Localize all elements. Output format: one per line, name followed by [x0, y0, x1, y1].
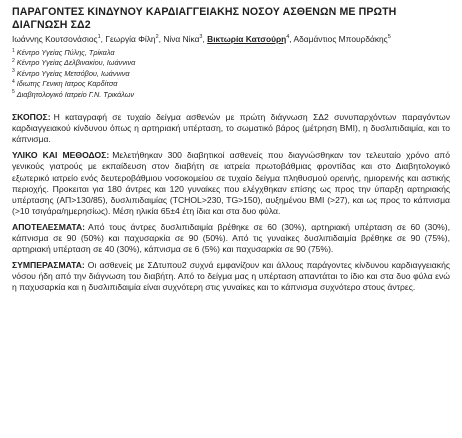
author-separator: ,: [289, 34, 294, 44]
affiliation-text: Ιδιωτης Γενικη Ιατρος Καρδίτσα: [16, 79, 118, 89]
affiliation-item: [12, 79, 450, 89]
section-text: Από τους άντρες δυσλιπιδαιμία βρέθηκε σε 60 (30%), αρτηριακή υπέρταση σε 60 (30%), κάπνισμα σε 90 (50%) και παχυσαρκία σε 90 (50%). Από τις γυναίκες δυσλιπιδαιμία βρέθηκε σε 90 (75%), αρτηριακή υπέρταση σε 40 (30%), κάπνισμα σε 6 (5%) και παχυσαρκία σε 90 (75%).: [12, 221, 450, 255]
affiliation-list: [12, 48, 450, 100]
affiliation-item: [12, 69, 450, 79]
author-1: [12, 34, 105, 44]
affiliation-number: 4: [12, 78, 15, 85]
section-results: [12, 222, 450, 255]
section-text: Η καταγραφή σε τυχαίο δείγμα ασθενών με πρώτη διάγνωση ΣΔ2 συνυπαρχόντων παραγόντων καρδιαγγειακού κίνδυνου όπως η αρτηριακή υπέρταση, το σωματικό βάρος (μέτρηση BMI), η δυσλιπιδαιμία, και το κάπνισμα.: [12, 112, 450, 145]
author-name: Ιωάννης Κουτσονάσιος: [12, 34, 98, 44]
author-affiliation-number: 5: [387, 34, 391, 41]
section-heading: ΑΠΟΤΕΛΕΣΜΑΤΑ:: [12, 221, 86, 232]
author-affiliation-number: 4: [286, 34, 290, 41]
author-affiliation-number: 3: [199, 34, 203, 41]
author-name: Γεωργία Φίλη: [105, 34, 156, 44]
abstract-title: [12, 6, 450, 31]
author-4-presenting: [207, 34, 293, 44]
affiliation-text: Κέντρο Υγείας Πύλης, Τρίκαλα: [16, 48, 115, 57]
author-name: Νίνα Νίκα: [163, 34, 200, 44]
title-line-1: ΠΑΡΑΓΟΝΤΕΣ ΚΙΝΔΥΝΟΥ ΚΑΡΔΙΑΓΓΕΙΑΚΗΣ ΝΟΣΟΥ ΑΣΘΕΝΩΝ ΜΕ ΠΡΩΤΗ: [12, 6, 397, 18]
affiliation-item: [12, 48, 450, 58]
author-separator: ,: [100, 34, 106, 44]
title-line-2: ΔΙΑΓΝΩΣΗ ΣΔ2: [12, 18, 91, 31]
affiliation-item: [12, 90, 450, 100]
affiliation-number: 2: [12, 57, 15, 64]
author-2: [105, 34, 163, 44]
author-affiliation-number: 2: [155, 34, 159, 41]
affiliation-text: Διαβητολογικό Ιατρείο Γ.Ν. Τρικάλων: [16, 89, 135, 99]
affiliation-text: Κέντρο Υγείας Μετσόβου, Ιωάννινα: [16, 68, 130, 78]
section-heading: ΣΥΜΠΕΡΑΣΜΑΤΑ:: [12, 260, 85, 271]
section-text: Μελετήθηκαν 300 διαβητικοί ασθενείς που διαγνώσθηκαν τον τελευταίο χρόνο από γενικούς γιατρούς με εκπαίδευση στον διαβήτη σε ιατρεία πρωτοβάθμιας φροντίδας και στο Διαβητολογικό εξωτερικό ιατρείο ενός δευτεροβάθμιου νοσοκομείου σε τυχαίο δείγμα πληθυσμού ορεινής, ημιορεινής και αστικής περιοχής. Προκειται για 180 άντρες και 120 γυναίκες που ελέγχθηκαν επίσης ως προς την ύπαρξη αρτηριακής υπέρτασης (ΑΠ>130/85), δυσλιπιδαιμίας (TCHOL>230, TG>150), αυξημένου ΒΜΙ (>27), και ως προς το κάπνισμα (>10 τσιγάρα/ημερησίως). Μέση ηλικία 65±4 έτη ίδια και στα δυο φύλα.: [12, 150, 450, 216]
author-list: [12, 33, 450, 45]
author-separator: ,: [202, 34, 208, 44]
author-separator: ,: [158, 34, 164, 44]
section-conclusions: [12, 260, 450, 293]
section-text: Οι ασθενείς με ΣΔτυπου2 συχνά εμφανίζουν και άλλους παράγοντες κίνδυνου καρδιαγγειακής νόσου ήδη από την διάγνωση του διαβήτη. Από το δείγμα μας η υπέρταση απαντάται το ίδιο και στα δυο φύλα ενώ η παχυσαρκία και η δυσλιπιδαιμία είναι συχνότερη στις γυναίκες και το κάπνισμα συχνότερο στους άντρες.: [12, 260, 450, 293]
affiliation-number: 3: [12, 68, 15, 75]
author-name: Αδαμάντιος Μπουρδάκης: [293, 34, 388, 44]
author-name: Βικτωρία Κατσούρη: [207, 34, 287, 44]
affiliation-text: Κέντρο Υγείας Δελβινακίου, Ιωάννινα: [16, 58, 136, 68]
affiliation-number: 1: [12, 47, 15, 54]
section-heading: ΣΚΟΠΟΣ:: [12, 112, 51, 123]
author-5: [294, 34, 391, 44]
section-heading: ΥΛΙΚΟ ΚΑΙ ΜΕΘΟΔΟΣ:: [12, 150, 110, 161]
section-methods: [12, 150, 450, 217]
author-3: [163, 34, 207, 44]
affiliation-number: 5: [12, 89, 15, 96]
author-affiliation-number: 1: [97, 34, 101, 41]
affiliation-item: [12, 58, 450, 68]
section-aim: [12, 112, 450, 145]
